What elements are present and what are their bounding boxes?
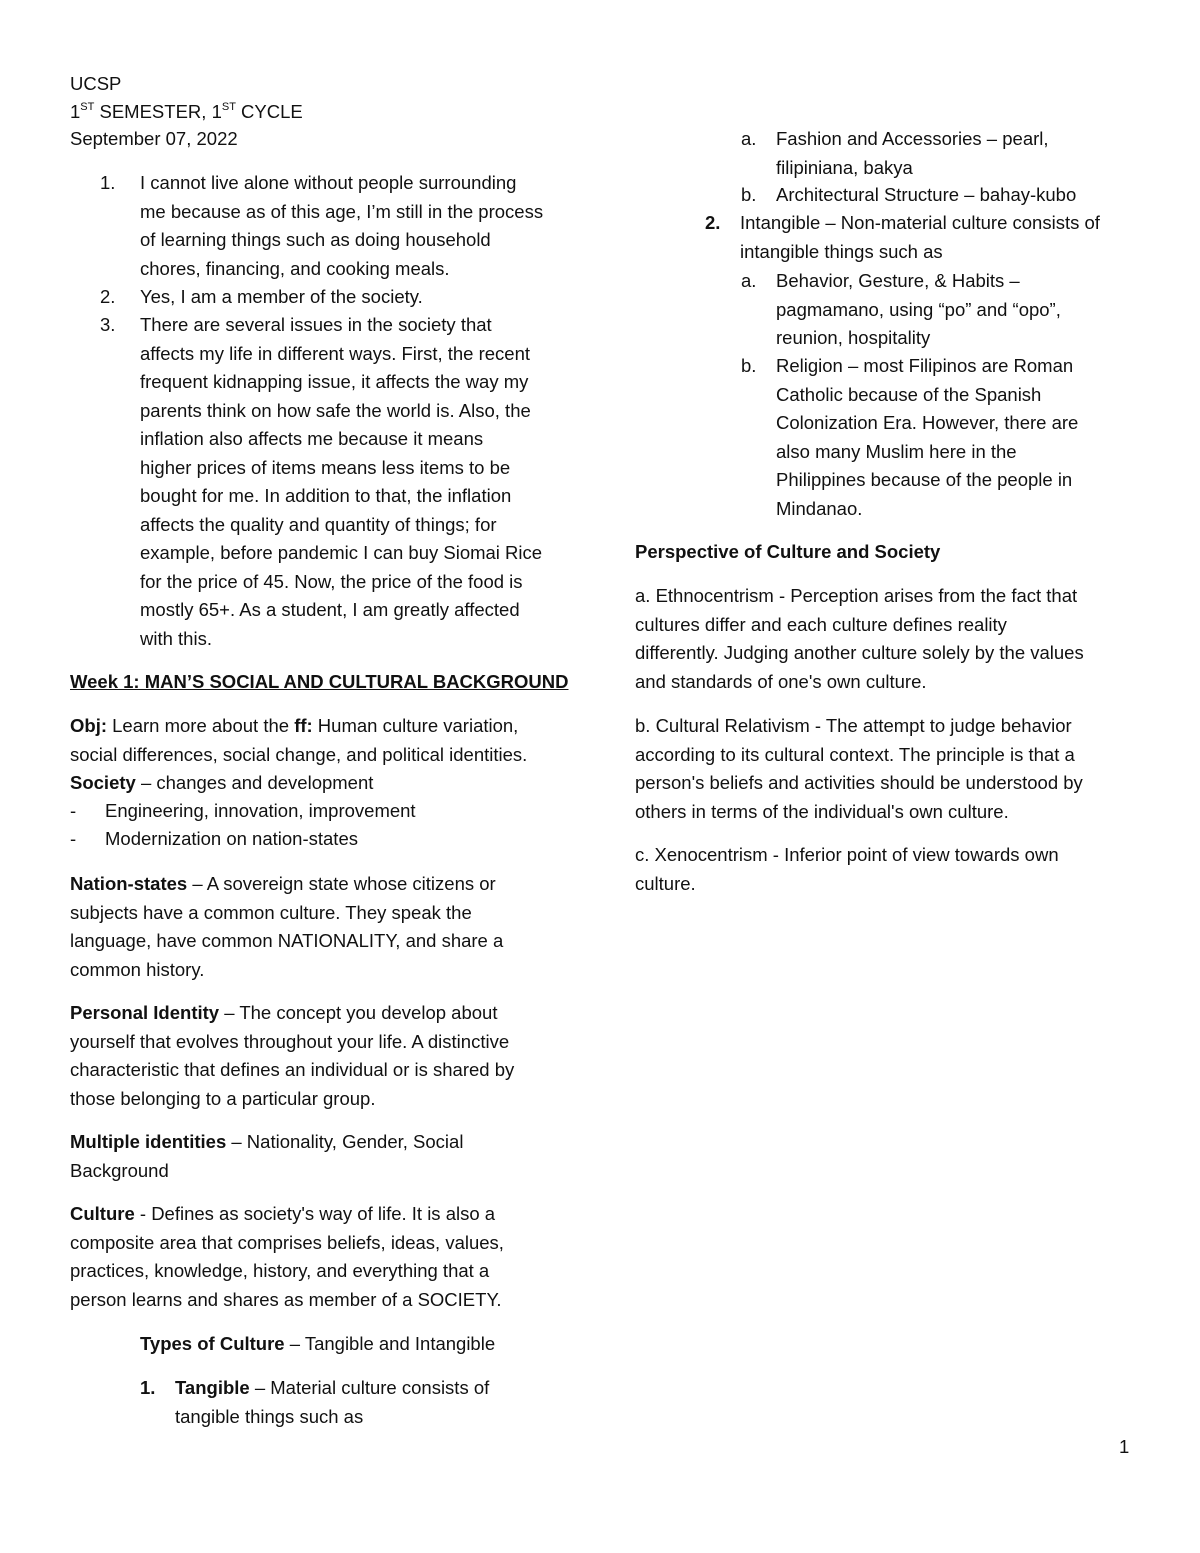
text-line: according to its cultural context. The principle is that a	[635, 743, 1075, 765]
answer-number: 2.	[100, 286, 116, 307]
text-line	[740, 209, 1100, 238]
sub-text	[776, 125, 1049, 182]
date: September 07, 2022	[70, 128, 238, 149]
definition-term: Personal Identity	[70, 1002, 220, 1023]
sub-letter: a.	[741, 128, 757, 149]
week-heading: Week 1: MAN’S SOCIAL AND CULTURAL BACKGROUND	[70, 671, 569, 692]
text-line: c. Xenocentrism - Inferior point of view towards own	[635, 844, 1059, 865]
text-line: for the price of 45. Now, the price of the food is	[140, 570, 523, 592]
culture-definition	[70, 1200, 504, 1314]
answer-text	[140, 169, 570, 283]
perspective-item	[635, 712, 1083, 826]
text-span: - Defines as society's way of life. It is also a	[134, 1203, 496, 1224]
dash-bullet: -	[70, 828, 77, 849]
text-line: Philippines because of the people in	[776, 469, 1073, 490]
text-span: Learn more about the	[107, 715, 295, 736]
semester-num: 1	[70, 101, 81, 122]
text-line: tangible things such as	[175, 1405, 364, 1427]
text-line: a. Ethnocentrism - Perception arises from the fact that	[635, 585, 1078, 606]
text-span: – changes and development	[135, 772, 374, 793]
text-line: culture.	[635, 872, 696, 894]
text-line: Architectural Structure – bahay-kubo	[776, 184, 1077, 205]
text-span: – Non-material culture consists of	[820, 212, 1100, 233]
objective-label: Obj:	[70, 715, 107, 736]
society-line	[70, 769, 527, 798]
objective-line-1	[70, 712, 527, 741]
perspective-item	[635, 582, 1084, 696]
objective	[70, 712, 527, 798]
types-of-culture	[140, 1330, 495, 1359]
semester-text: SEMESTER,	[94, 101, 212, 122]
nation-states-definition	[70, 870, 503, 984]
text-line: frequent kidnapping issue, it affects the way my	[140, 371, 529, 392]
definition-term: Multiple identities	[70, 1131, 227, 1152]
text-line: differently. Judging another culture solely by the values	[635, 642, 1084, 663]
course-code: UCSP	[70, 73, 122, 94]
answer-text	[140, 283, 570, 312]
text-line: and standards of one's own culture.	[635, 670, 927, 692]
text-line: I cannot live alone without people surrounding	[140, 172, 517, 193]
sub-text	[776, 267, 1061, 353]
text-line: Colonization Era. However, there are	[776, 412, 1079, 433]
text-line: also many Muslim here in the	[776, 440, 1017, 462]
text-line: person's beliefs and activities should be understood by	[635, 772, 1083, 793]
text-span: – Nationality, Gender, Social	[226, 1131, 464, 1152]
text-line: Fashion and Accessories – pearl,	[776, 128, 1049, 149]
text-line: pagmamano, using “po” and “opo”,	[776, 298, 1061, 320]
dash-bullet: -	[70, 800, 77, 821]
semester-sup: ST	[80, 100, 95, 113]
text-line	[175, 1374, 489, 1403]
text-line: bought for me. In addition to that, the inflation	[140, 485, 512, 506]
definition-term: Nation-states	[70, 873, 188, 894]
definition-line	[70, 870, 503, 899]
cycle-sup: ST	[221, 100, 236, 113]
multiple-identities-definition	[70, 1128, 463, 1185]
semester-cycle	[70, 98, 303, 127]
text-span: Engineering, innovation, improvement	[105, 800, 416, 821]
text-line: characteristic that defines an individual or is shared by	[70, 1059, 515, 1080]
answer-number: 3.	[100, 314, 116, 335]
answer-number: 1.	[100, 172, 116, 193]
definition-line	[70, 1128, 463, 1157]
text-line: reunion, hospitality	[776, 327, 931, 348]
text-line: others in terms of the individual's own culture.	[635, 800, 1009, 822]
perspective-heading: Perspective of Culture and Society	[635, 541, 941, 562]
text-line: Catholic because of the Spanish	[776, 383, 1042, 405]
sub-letter: b.	[741, 355, 757, 376]
item-text	[740, 209, 1100, 266]
types-label: Types of Culture	[140, 1333, 285, 1354]
text-line: with this.	[140, 627, 212, 649]
text-line: me because as of this age, I’m still in the process	[140, 200, 544, 222]
text-line: affects my life in different ways. First, the recent	[140, 342, 531, 364]
text-span: Modernization on nation-states	[105, 828, 358, 849]
text-line: composite area that comprises beliefs, ideas, values,	[70, 1231, 504, 1253]
text-line: affects the quality and quantity of things; for	[140, 513, 497, 535]
text-line: Background	[70, 1159, 169, 1181]
text-span: – Material culture consists of	[249, 1377, 490, 1398]
page-number: 1	[1119, 1436, 1130, 1457]
text-line: There are several issues in the society that	[140, 314, 492, 335]
objective-line-2: social differences, social change, and political identities.	[70, 743, 528, 765]
sub-letter: a.	[741, 270, 757, 291]
text-line: chores, financing, and cooking meals.	[140, 257, 450, 279]
text-span: – The concept you develop about	[219, 1002, 498, 1023]
text-line: Mindanao.	[776, 497, 863, 519]
definition-line	[70, 999, 514, 1028]
text-line: practices, knowledge, history, and everything that a	[70, 1260, 490, 1281]
perspective-item	[635, 841, 1059, 898]
text-line: yourself that evolves throughout your life. A distinctive	[70, 1030, 510, 1052]
definition-term: Culture	[70, 1203, 135, 1224]
text-span: – A sovereign state whose citizens or	[187, 873, 496, 894]
text-span: Tangible	[175, 1377, 250, 1398]
sub-text	[776, 181, 1076, 210]
text-line: mostly 65+. As a student, I am greatly affected	[140, 599, 520, 620]
text-line: example, before pandemic I can buy Siomai Rice	[140, 542, 543, 563]
item-number: 1.	[140, 1377, 156, 1398]
text-line: cultures differ and each culture defines reality	[635, 613, 1007, 635]
text-line: language, have common NATIONALITY, and share a	[70, 930, 504, 951]
personal-identity-definition	[70, 999, 514, 1113]
text-line: filipiniana, bakya	[776, 156, 913, 178]
sub-letter: b.	[741, 184, 757, 205]
society-label: Society	[70, 772, 136, 793]
item-number: 2.	[705, 212, 721, 233]
text-line: Yes, I am a member of the society.	[140, 286, 423, 307]
text-line: of learning things such as doing household	[140, 229, 491, 250]
text-line: parents think on how safe the world is. Also, the	[140, 399, 531, 421]
text-line: those belonging to a particular group.	[70, 1087, 376, 1109]
text-line: person learns and shares as member of a SOCIETY.	[70, 1288, 502, 1310]
item-text	[175, 1374, 489, 1431]
text-line: b. Cultural Relativism - The attempt to judge behavior	[635, 715, 1072, 736]
text-line: Religion – most Filipinos are Roman	[776, 355, 1074, 376]
text-line: Behavior, Gesture, & Habits –	[776, 270, 1020, 291]
text-line: inflation also affects me because it means	[140, 428, 484, 449]
text-span: – Tangible and Intangible	[284, 1333, 496, 1354]
answer-text	[140, 311, 570, 653]
text-line: higher prices of items means less items to be	[140, 456, 511, 478]
text-span: ff:	[294, 715, 313, 736]
text-line: subjects have a common culture. They speak the	[70, 901, 472, 923]
text-line: intangible things such as	[740, 240, 943, 262]
cycle-num: 1	[211, 101, 222, 122]
definition-line	[70, 1200, 504, 1229]
text-line: common history.	[70, 958, 205, 980]
text-span: Human culture variation,	[312, 715, 519, 736]
cycle-text: CYCLE	[235, 101, 303, 122]
sub-text	[776, 352, 1078, 523]
text-span: Intangible	[740, 212, 821, 233]
